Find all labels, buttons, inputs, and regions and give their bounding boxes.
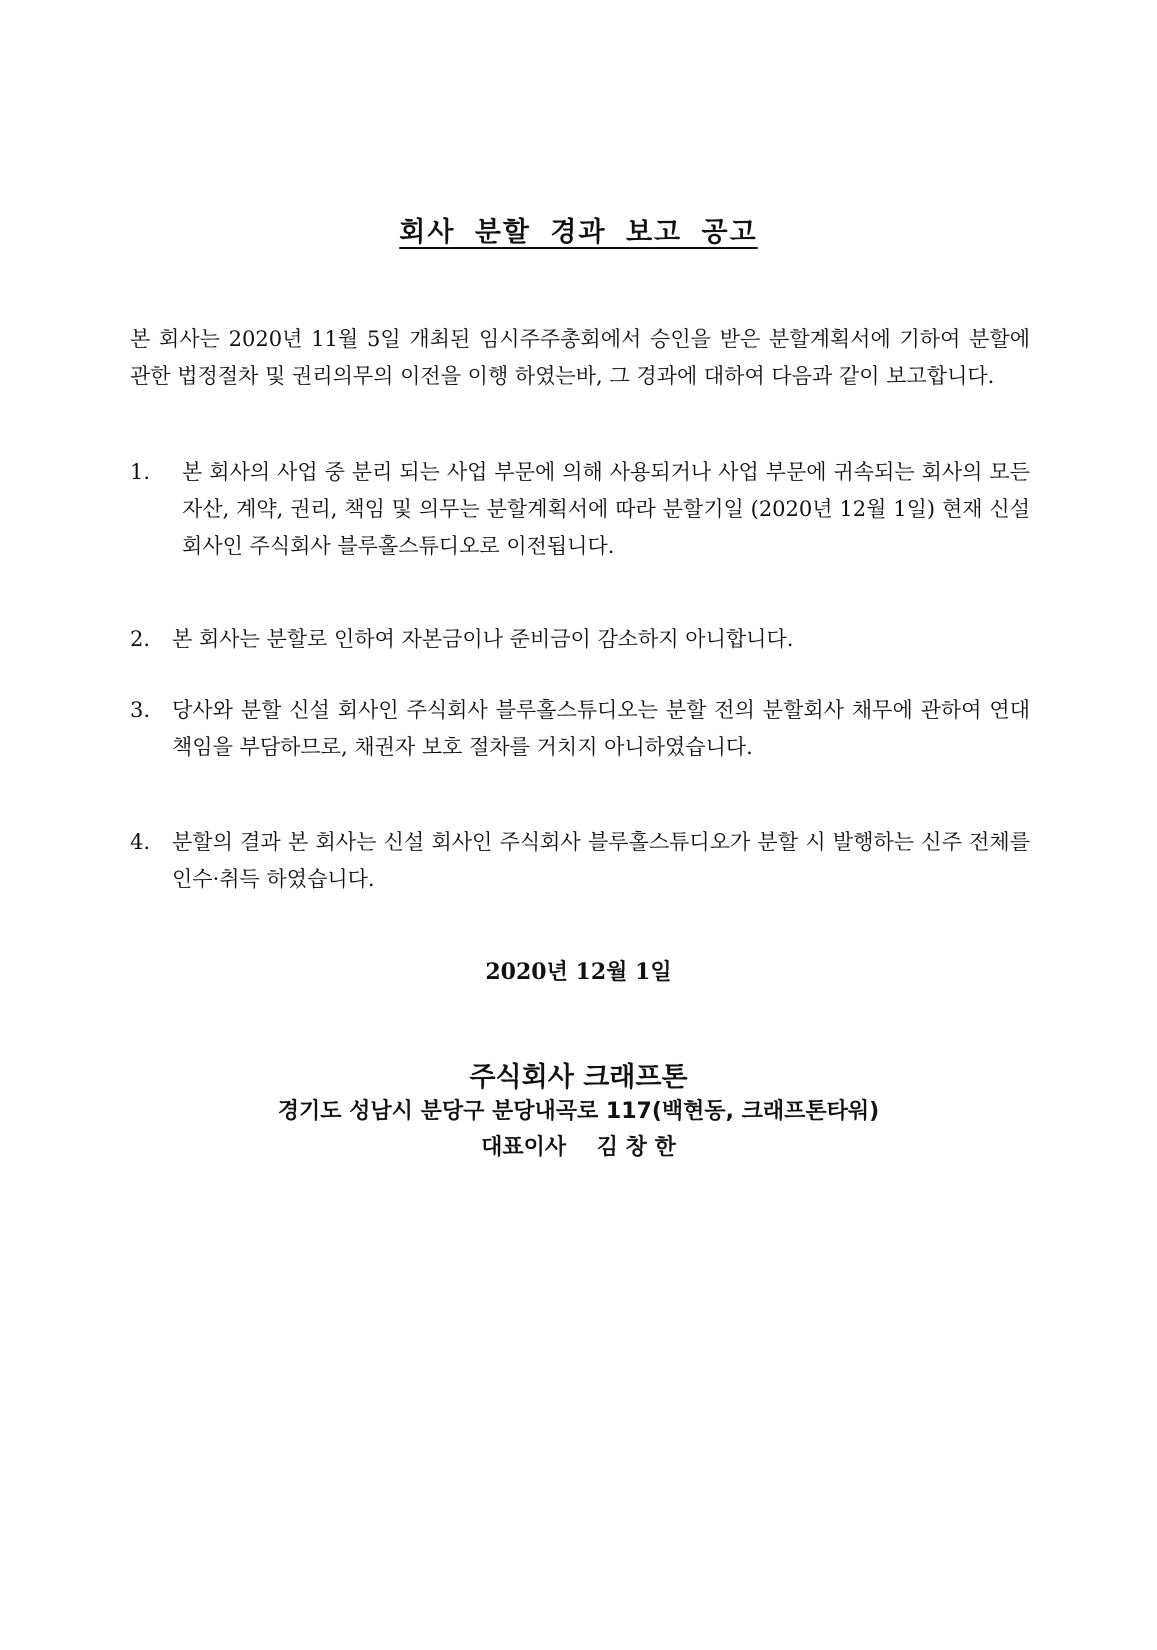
title-text: 회사 분할 경과 보고 공고 [399, 217, 758, 248]
list-item-number: 3. [130, 698, 151, 722]
company-address: 경기도 성남시 분당구 분당내곡로 117(백현동, 크래프톤타워) [277, 1099, 880, 1124]
ceo-signature: 대표이사 김 창 한 [481, 1135, 676, 1160]
list-item-text: 당사와 분할 신설 회사인 주식회사 블루홀스튜디오는 분할 전의 분할회사 채무에 관하여 연대책임을 부담하므로, 채권자 보호 절차를 거치지 아니하였습니다. [172, 698, 1030, 759]
list-item-number: 4. [130, 830, 151, 854]
list-item-text: 본 회사는 분할로 인하여 자본금이나 준비금이 감소하지 아니합니다. [172, 627, 794, 651]
document-title [0, 210, 1157, 249]
list-item-number: 1. [130, 460, 151, 484]
list-item-text: 분할의 결과 본 회사는 신설 회사인 주식회사 블루홀스튜디오가 분할 시 발행하는 신주 전체를 인수·취득 하였습니다. [172, 830, 1030, 891]
list-item-number: 2. [130, 627, 151, 651]
list-item-text: 본 회사의 사업 중 분리 되는 사업 부문에 의해 사용되거나 사업 부문에 귀속되는 회사의 모든 자산, 계약, 권리, 책임 및 의무는 분할계획서에 따라 분할기일 (2020년 12월 1일) 현재 신설 회사인 주식회사 블루홀스튜디오로 이전됩니다. [182, 460, 1030, 558]
list-item [130, 824, 1030, 898]
list-item [130, 621, 1030, 658]
intro-paragraph: 본 회사는 2020년 11월 5일 개최된 임시주주총회에서 승인을 받은 분할계획서에 기하여 분할에 관한 법정절차 및 권리의무의 이전을 이행 하였는바, 그 경과에 대하여 다음과 같이 보고합니다. [130, 327, 1030, 388]
notice-date: 2020년 12월 1일 [485, 959, 672, 985]
list-item [130, 692, 1030, 766]
list-item [130, 454, 1030, 565]
company-name: 주식회사 크래프톤 [469, 1062, 688, 1093]
